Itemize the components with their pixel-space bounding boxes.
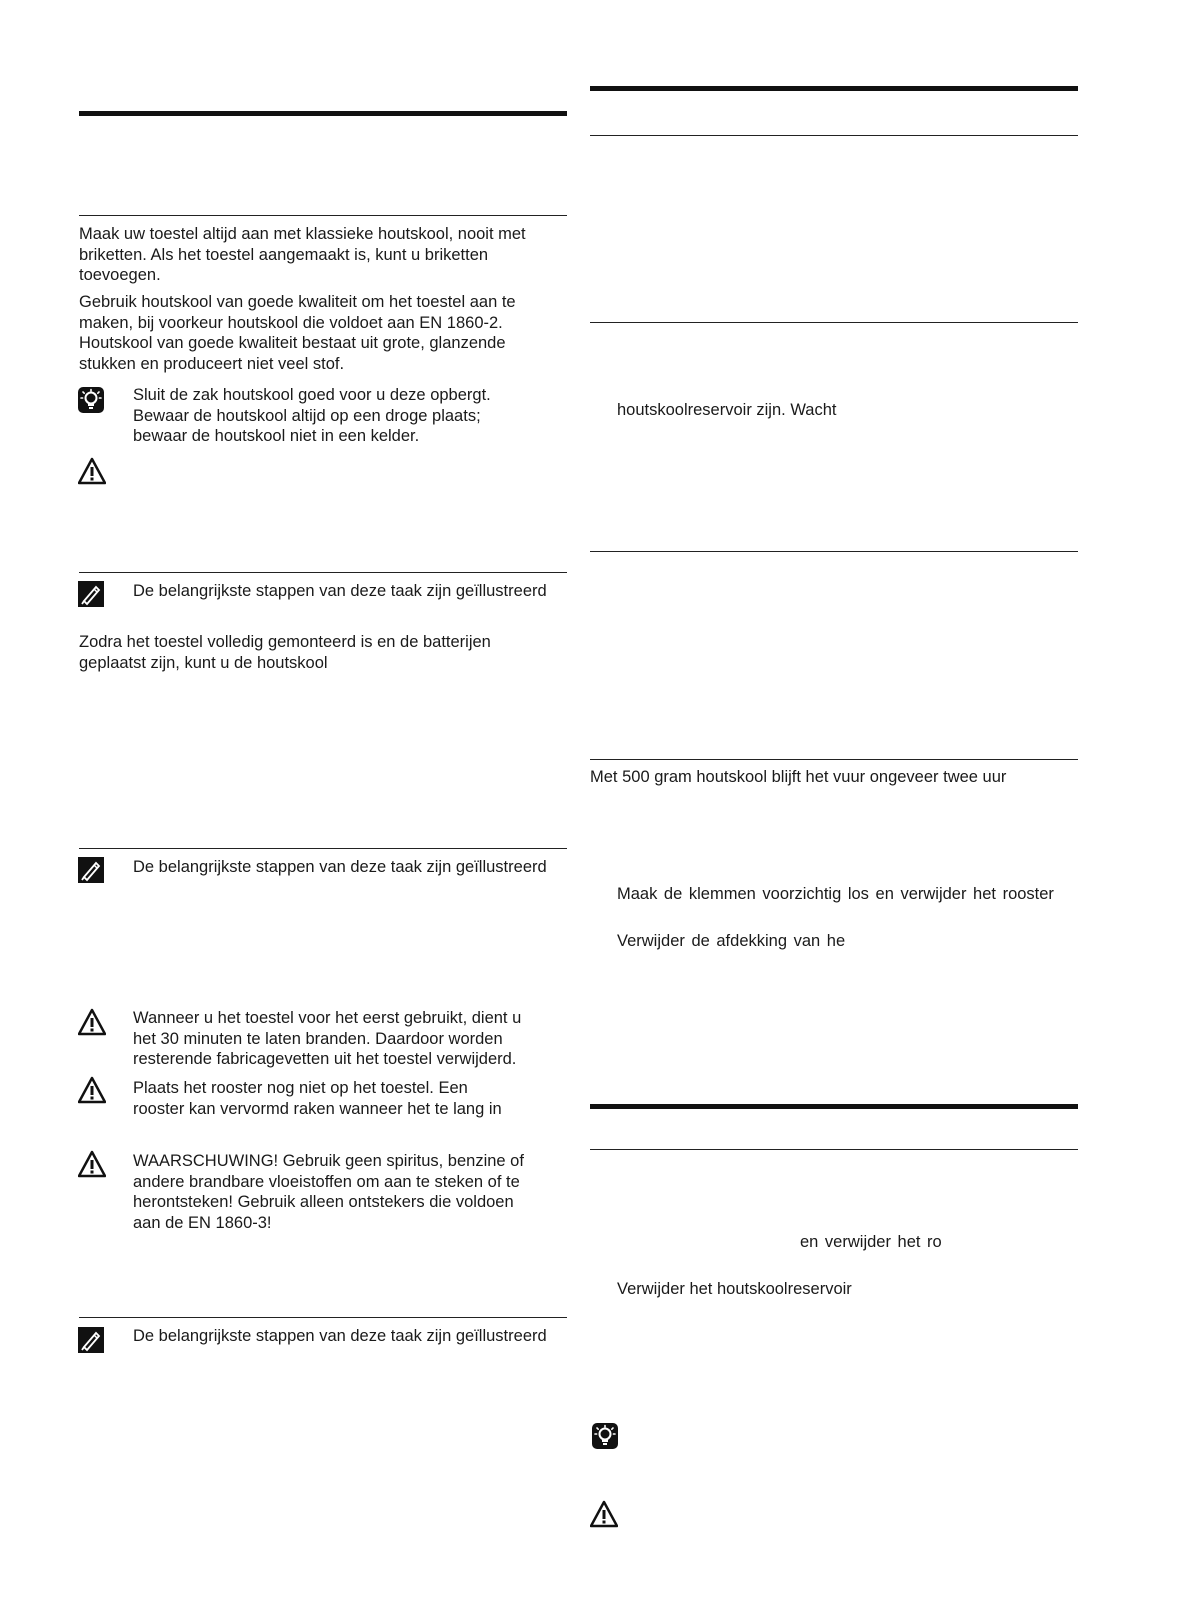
text-line: aan de EN 1860-3! <box>133 1213 272 1232</box>
text-reservoir-wait: houtskoolreservoir zijn. Wacht <box>617 401 837 419</box>
text-line: Plaats het rooster nog niet op het toestel. Een <box>133 1079 468 1097</box>
section-rule-right-4 <box>590 759 1078 760</box>
pen-note-icon <box>78 581 104 607</box>
text-line: Bewaar de houtskool altijd op een droge plaats; <box>133 406 481 425</box>
text-line: Wanneer u het toestel voor het eerst gebruikt, dient u <box>133 1009 522 1027</box>
warning-triangle-icon <box>78 1076 106 1104</box>
text-line: Gebruik houtskool van goede kwaliteit om het toestel aan te <box>79 293 516 311</box>
warning-spirit-text <box>133 1151 524 1233</box>
text-line: WAARSCHUWING! Gebruik geen spiritus, benzine of <box>133 1152 524 1170</box>
text-line: bewaar de houtskool niet in een kelder. <box>133 427 420 446</box>
text-line: Sluit de zak houtskool goed voor u deze opbergt. <box>133 386 491 404</box>
warning-first-use-text <box>133 1008 521 1070</box>
step-release-clamps: Maak de klemmen voorzichtig los en verwijder het rooster <box>617 885 1054 903</box>
section-rule-thick-right-1 <box>590 86 1078 91</box>
step-remove-grill: en verwijder het ro <box>800 1233 942 1251</box>
section-rule-right-2 <box>590 322 1078 323</box>
text-line: andere brandbare vloeistoffen om aan te steken of te <box>133 1172 520 1191</box>
lightbulb-icon <box>592 1423 618 1449</box>
note-steps-illustrated-2: De belangrijkste stappen van deze taak zijn geïllustreerd <box>133 858 547 876</box>
section-rule-thick-left <box>79 111 567 116</box>
step-remove-cover: Verwijder de afdekking van he <box>617 932 846 950</box>
pen-note-icon <box>78 1327 104 1353</box>
pen-note-icon <box>78 857 104 883</box>
text-line: maken, bij voorkeur houtskool die voldoet aan EN 1860-2. <box>79 313 503 332</box>
section-rule-left-1 <box>79 215 567 216</box>
text-line: rooster kan vervormd raken wanneer het te lang in <box>133 1099 502 1118</box>
text-line: herontsteken! Gebruik alleen ontstekers die voldoen <box>133 1193 514 1212</box>
step-remove-reservoir: Verwijder het houtskoolreservoir <box>617 1280 852 1298</box>
section-rule-right-5 <box>590 1149 1078 1150</box>
warning-grill-text <box>133 1078 502 1119</box>
text-line: stukken en produceert niet veel stof. <box>79 354 345 373</box>
warning-triangle-icon <box>590 1500 618 1528</box>
text-line: briketten. Als het toestel aangemaakt is, kunt u briketten <box>79 245 489 264</box>
section-rule-right-1 <box>590 135 1078 136</box>
text-line: toevoegen. <box>79 266 161 285</box>
text-line: resterende fabricagevetten uit het toestel verwijderd. <box>133 1050 517 1069</box>
text-line: geplaatst zijn, kunt u de houtskool <box>79 653 328 672</box>
paragraph-assembled <box>79 632 491 673</box>
section-rule-left-2 <box>79 572 567 573</box>
section-rule-thick-right-2 <box>590 1104 1078 1109</box>
paragraph-charcoal-type <box>79 224 526 286</box>
text-line: Houtskool van goede kwaliteit bestaat uit grote, glanzende <box>79 334 506 353</box>
section-rule-right-3 <box>590 551 1078 552</box>
text-line: het 30 minuten te laten branden. Daardoor worden <box>133 1029 503 1048</box>
warning-triangle-icon <box>78 1008 106 1036</box>
note-steps-illustrated-1: De belangrijkste stappen van deze taak zijn geïllustreerd <box>133 582 547 600</box>
note-steps-illustrated-3: De belangrijkste stappen van deze taak zijn geïllustreerd <box>133 1327 547 1345</box>
section-rule-left-4 <box>79 1317 567 1318</box>
text-line: Zodra het toestel volledig gemonteerd is en de batterijen <box>79 633 491 651</box>
text-line: Maak uw toestel altijd aan met klassieke houtskool, nooit met <box>79 225 526 243</box>
lightbulb-icon <box>78 387 104 413</box>
warning-triangle-icon <box>78 457 106 485</box>
tip-storage-text <box>133 385 491 447</box>
text-charcoal-500g: Met 500 gram houtskool blijft het vuur ongeveer twee uur <box>590 768 1007 786</box>
section-rule-left-3 <box>79 848 567 849</box>
paragraph-charcoal-quality <box>79 292 516 374</box>
warning-triangle-icon <box>78 1150 106 1178</box>
